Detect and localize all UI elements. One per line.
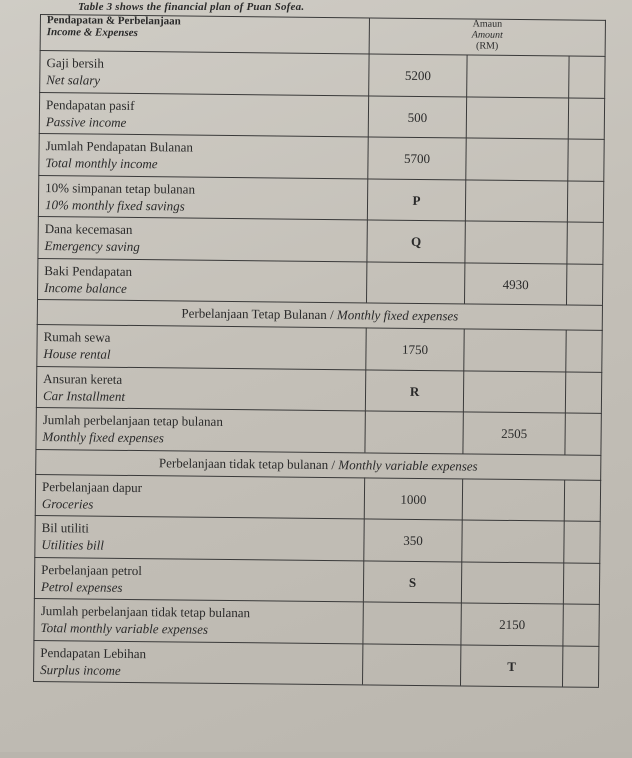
total-cell bbox=[466, 179, 568, 222]
item-label-en: House rental bbox=[43, 346, 111, 362]
amount-value: 500 bbox=[407, 109, 428, 125]
item-cell bbox=[38, 133, 368, 178]
table-row bbox=[38, 174, 604, 222]
table-row bbox=[36, 324, 602, 372]
item-label-en: Utilities bill bbox=[41, 537, 105, 553]
header-amount-unit: (RM) bbox=[476, 40, 499, 52]
amount-value: R bbox=[409, 383, 420, 399]
amount-value: S bbox=[408, 574, 417, 590]
item-label-en: Surplus income bbox=[40, 661, 121, 678]
total-cell bbox=[463, 411, 565, 454]
item-label-en: Emergency saving bbox=[44, 238, 140, 255]
item-label-ms: Jumlah Pendapatan Bulanan bbox=[45, 138, 194, 155]
amount-cell bbox=[368, 136, 466, 179]
item-label bbox=[42, 411, 222, 447]
financial-plan-table bbox=[32, 14, 606, 758]
total-cell bbox=[467, 54, 569, 97]
header-label-en: Income & Expenses bbox=[46, 26, 138, 40]
item-label-en: Passive income bbox=[45, 113, 127, 130]
item-label-en: Income balance bbox=[44, 279, 127, 296]
amount-value: P bbox=[412, 192, 421, 208]
table-row bbox=[34, 556, 600, 604]
amount-cell bbox=[365, 410, 463, 453]
item-label bbox=[40, 644, 146, 679]
item-label bbox=[42, 478, 142, 513]
item-label-ms: Jumlah perbelanjaan tetap bulanan bbox=[42, 412, 223, 429]
extra-cell bbox=[568, 139, 604, 181]
item-label-ms: Perbelanjaan dapur bbox=[41, 478, 143, 495]
item-cell bbox=[35, 473, 365, 518]
item-cell bbox=[36, 324, 366, 369]
total-cell bbox=[462, 561, 564, 604]
extra-cell bbox=[569, 97, 605, 139]
item-cell bbox=[36, 365, 366, 410]
header-amount-ms: Amaun bbox=[472, 18, 503, 30]
item-label-en: Car Installment bbox=[42, 387, 126, 404]
total-value bbox=[467, 68, 568, 69]
extra-cell bbox=[565, 413, 601, 455]
total-value bbox=[464, 384, 565, 385]
item-label-en: Total monthly income bbox=[45, 155, 158, 172]
total-cell bbox=[465, 262, 567, 305]
total-value bbox=[467, 110, 568, 111]
table-row bbox=[38, 133, 604, 181]
item-label-ms: Dana kecemasan bbox=[44, 221, 133, 237]
amount-cell bbox=[369, 95, 467, 138]
item-cell bbox=[37, 257, 367, 302]
table-row bbox=[39, 50, 605, 98]
total-cell bbox=[464, 370, 566, 413]
amount-value: 5700 bbox=[403, 150, 431, 167]
total-cell bbox=[462, 519, 564, 562]
item-label bbox=[45, 179, 195, 215]
table-row bbox=[35, 473, 601, 521]
item-label-ms: Pendapatan Lebihan bbox=[40, 644, 147, 661]
total-cell bbox=[467, 96, 569, 139]
total-cell bbox=[463, 478, 565, 521]
item-label-ms: Bil utiliti bbox=[41, 520, 90, 536]
table-row bbox=[37, 216, 603, 264]
total-value bbox=[467, 151, 568, 152]
item-label bbox=[44, 262, 132, 297]
item-label bbox=[44, 220, 140, 255]
extra-cell bbox=[563, 645, 599, 687]
amount-value: 1750 bbox=[401, 341, 429, 358]
amount-value bbox=[366, 424, 463, 425]
amount-cell bbox=[369, 53, 467, 96]
item-cell bbox=[37, 216, 367, 261]
amount-cell bbox=[363, 643, 461, 686]
item-label-ms: Gaji bersih bbox=[46, 55, 104, 71]
table-row bbox=[37, 257, 603, 305]
extra-cell bbox=[564, 521, 600, 563]
amount-value bbox=[367, 275, 464, 276]
table-caption: Table 3 shows the financial plan of Puan Sofea. bbox=[78, 1, 305, 13]
item-label-ms: Jumlah perbelanjaan tidak tetap bulanan bbox=[40, 603, 251, 621]
amount-cell bbox=[364, 560, 462, 603]
total-value bbox=[462, 575, 563, 576]
item-label bbox=[45, 137, 193, 173]
total-value bbox=[466, 234, 567, 235]
amount-value bbox=[363, 657, 460, 658]
total-cell bbox=[464, 328, 566, 371]
amount-cell bbox=[366, 327, 464, 370]
item-label-ms: Ansuran kereta bbox=[43, 370, 123, 387]
amount-value bbox=[364, 615, 461, 616]
header-amount-cell bbox=[370, 17, 606, 55]
item-label-en: Total monthly variable expenses bbox=[40, 620, 209, 637]
amount-cell bbox=[368, 178, 466, 221]
item-label-en: Petrol expenses bbox=[40, 578, 123, 595]
item-cell bbox=[35, 407, 365, 452]
item-label-en: Groceries bbox=[41, 495, 94, 512]
extra-cell bbox=[569, 56, 605, 98]
extra-cell bbox=[563, 604, 599, 646]
extra-cell bbox=[567, 222, 603, 264]
item-cell bbox=[39, 91, 369, 136]
total-cell bbox=[461, 644, 563, 687]
extra-cell bbox=[564, 562, 600, 604]
item-cell bbox=[33, 598, 363, 643]
header-label-ms: Pendapatan & Perbelanjaan bbox=[46, 14, 181, 28]
amount-cell bbox=[365, 477, 463, 520]
item-label-ms: Rumah sewa bbox=[43, 329, 111, 345]
amount-cell bbox=[363, 601, 461, 644]
amount-value: 1000 bbox=[400, 491, 427, 507]
header-label-cell bbox=[40, 14, 370, 53]
item-label bbox=[46, 54, 104, 89]
item-label bbox=[46, 96, 135, 131]
amount-value: 5200 bbox=[404, 67, 431, 84]
total-value bbox=[466, 193, 567, 194]
item-label bbox=[43, 328, 110, 363]
total-value: 2150 bbox=[499, 616, 526, 633]
table-row bbox=[35, 407, 601, 455]
table-row bbox=[34, 515, 600, 563]
item-cell bbox=[39, 50, 369, 95]
item-label bbox=[41, 519, 104, 554]
total-value bbox=[465, 342, 566, 343]
table-row bbox=[39, 91, 605, 139]
extra-cell bbox=[566, 371, 602, 413]
amount-cell bbox=[364, 518, 462, 561]
table-row bbox=[33, 598, 599, 646]
item-label-ms: 10% simpanan tetap bulanan bbox=[45, 179, 196, 197]
item-label-en: Net salary bbox=[46, 72, 101, 88]
total-value: 2505 bbox=[501, 425, 528, 442]
item-label bbox=[40, 602, 250, 638]
item-label-en: Monthly fixed expenses bbox=[42, 429, 164, 446]
extra-cell bbox=[565, 479, 601, 521]
item-cell bbox=[38, 174, 368, 219]
amount-cell bbox=[366, 369, 464, 412]
item-label-ms: Perbelanjaan petrol bbox=[41, 561, 142, 578]
header-amount-en: Amount bbox=[471, 29, 503, 41]
amount-value: 350 bbox=[403, 532, 423, 549]
item-cell bbox=[34, 556, 364, 601]
section-heading-ms: Perbelanjaan tidak tetap bulanan / bbox=[158, 454, 339, 472]
section-heading-en: Monthly fixed expenses bbox=[336, 307, 459, 324]
extra-cell bbox=[568, 180, 604, 222]
total-cell bbox=[465, 220, 567, 263]
item-cell bbox=[34, 515, 364, 560]
amount-cell bbox=[367, 219, 465, 262]
item-cell bbox=[33, 639, 363, 684]
item-label bbox=[41, 561, 142, 596]
total-value bbox=[463, 533, 564, 534]
total-value: 4930 bbox=[502, 276, 529, 292]
section-heading-en: Monthly variable expenses bbox=[338, 456, 478, 474]
item-label-ms: Pendapatan pasif bbox=[45, 96, 135, 113]
item-label bbox=[43, 370, 125, 405]
amount-value: Q bbox=[410, 233, 422, 250]
table-row bbox=[33, 639, 599, 687]
total-value bbox=[463, 492, 564, 493]
amount-cell bbox=[367, 261, 465, 304]
section-heading-ms: Perbelanjaan Tetap Bulanan / bbox=[181, 305, 338, 323]
item-label-ms: Baki Pendapatan bbox=[44, 262, 133, 279]
total-cell bbox=[466, 137, 568, 180]
total-cell bbox=[461, 602, 563, 645]
extra-cell bbox=[566, 330, 602, 372]
extra-cell bbox=[567, 263, 603, 305]
item-label-en: 10% monthly fixed savings bbox=[44, 196, 185, 214]
total-value: T bbox=[507, 658, 517, 674]
table-row bbox=[36, 365, 602, 413]
